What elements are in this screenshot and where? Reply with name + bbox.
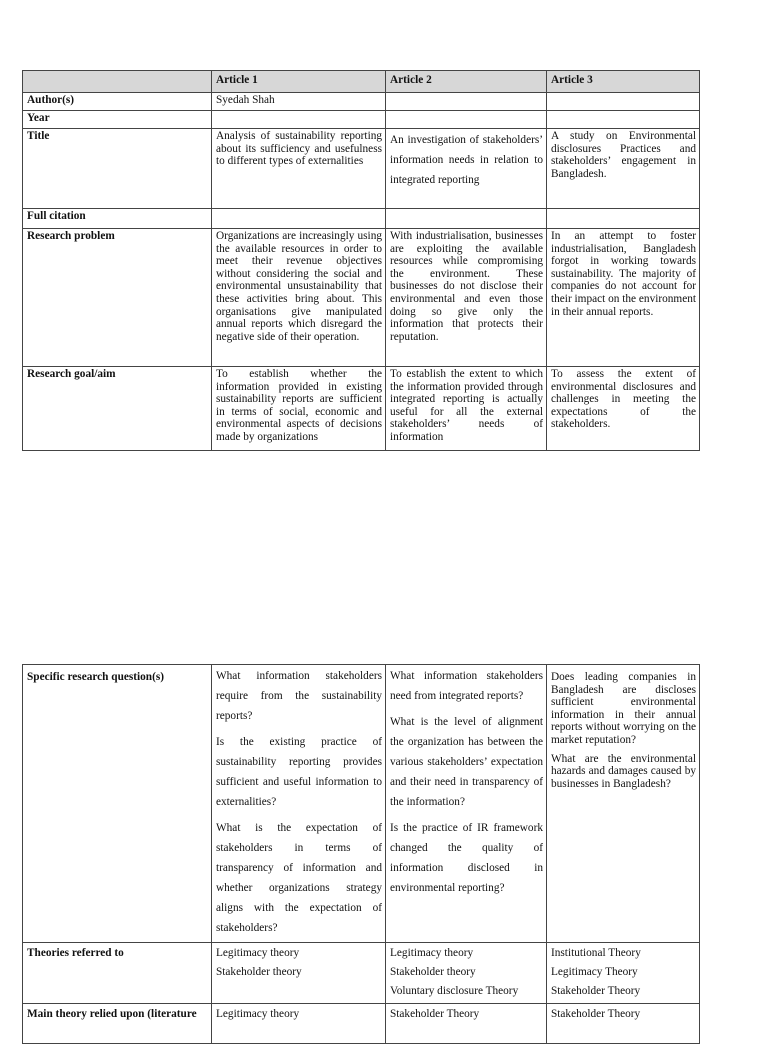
cell-citation-a3 — [547, 209, 700, 229]
row-year — [23, 111, 700, 129]
header-article-2: Article 2 — [386, 71, 547, 93]
row-theories — [23, 943, 700, 1004]
question-item: Is the practice of IR framework changed the quality of information disclosed in environmental reporting? — [390, 822, 543, 894]
cell-author-a2 — [386, 93, 547, 111]
cell-title-a1: Analysis of sustainability reporting about its sufficiency and usefulness to different types of externalities — [212, 129, 386, 209]
row-research-problem — [23, 229, 700, 367]
header-cell-empty — [23, 71, 212, 93]
row-label-research-goal: Research goal/aim — [23, 367, 212, 451]
header-article-3: Article 3 — [547, 71, 700, 93]
cell-title-a2: An investigation of stakeholders’ information needs in relation to integrated reporting — [386, 129, 547, 209]
theory-item: Stakeholder Theory — [551, 985, 641, 997]
cell-goal-a1: To establish whether the information provided in existing sustainability reports are sufficient in terms of social, economic and environmental aspects of decisions made by organizations — [212, 367, 386, 451]
question-item: What is the expectation of stakeholders in terms of transparency of information and whether organizations strategy aligns with the expectation of stakeholders? — [216, 822, 382, 934]
cell-goal-a2: To establish the extent to which the information provided through integrated reporting is actually useful for all the external stakeholders’ needs of information — [386, 367, 547, 451]
theory-item: Legitimacy Theory — [551, 966, 638, 978]
cell-theories-a1 — [212, 943, 386, 1004]
comparison-table-2 — [22, 664, 700, 1044]
theory-item: Stakeholder theory — [216, 966, 302, 978]
cell-main-theory-a3: Stakeholder Theory — [547, 1004, 700, 1044]
cell-questions-a3 — [547, 665, 700, 943]
row-citation — [23, 209, 700, 229]
row-label-research-questions: Specific research question(s) — [23, 665, 212, 943]
row-label-citation: Full citation — [23, 209, 212, 229]
cell-theories-a3 — [547, 943, 700, 1004]
cell-problem-a3: In an attempt to foster industrialisation, Bangladesh forgot in working towards sustainability. The majority of companies do not account for their impact on the environment in their annual reports. — [547, 229, 700, 367]
row-label-theories: Theories referred to — [23, 943, 212, 1004]
cell-year-a3 — [547, 111, 700, 129]
question-item: Is the existing practice of sustainability reporting provides sufficient and useful information to externalities? — [216, 736, 382, 808]
row-label-title: Title — [23, 129, 212, 209]
row-title — [23, 129, 700, 209]
question-item: What information stakeholders need from integrated reports? — [390, 670, 543, 702]
theory-item: Institutional Theory — [551, 947, 641, 959]
question-item: What information stakeholders require from the sustainability reports? — [216, 670, 382, 722]
theory-item: Voluntary disclosure Theory — [390, 985, 519, 997]
cell-goal-a3: To assess the extent of environmental disclosures and challenges in meeting the expectations of the stakeholders. — [547, 367, 700, 451]
cell-problem-a1: Organizations are increasingly using the available resources in order to meet their revenue objectives without considering the social and environmental unsustainability that these activities bring about. This organisations give manipulated annual reports which disregard the negative side of their operation. — [212, 229, 386, 367]
row-label-author: Author(s) — [23, 93, 212, 111]
row-research-questions — [23, 665, 700, 943]
cell-year-a2 — [386, 111, 547, 129]
cell-main-theory-a2: Stakeholder Theory — [386, 1004, 547, 1044]
cell-theories-a2 — [386, 943, 547, 1004]
cell-year-a1 — [212, 111, 386, 129]
cell-author-a1: Syedah Shah — [212, 93, 386, 111]
row-label-research-problem: Research problem — [23, 229, 212, 367]
row-research-goal — [23, 367, 700, 451]
cell-problem-a2: With industrialisation, businesses are exploiting the available resources while compromising the environment. These businesses do not disclose their environmental and even those doing so give only the information that protects their reputation. — [386, 229, 547, 367]
question-item: What is the level of alignment the organization has between the various stakeholders’ expectation and their need in transparency of the information? — [390, 716, 543, 808]
cell-questions-a2 — [386, 665, 547, 943]
question-item: What are the environmental hazards and damages caused by businesses in Bangladesh? — [551, 752, 696, 790]
cell-citation-a2 — [386, 209, 547, 229]
header-row — [23, 71, 700, 93]
cell-main-theory-a1: Legitimacy theory — [212, 1004, 386, 1044]
cell-author-a3 — [547, 93, 700, 111]
cell-title-a3: A study on Environmental disclosures Practices and stakeholders’ engagement in Bangladesh. — [547, 129, 700, 209]
comparison-table-1 — [22, 70, 700, 451]
row-label-main-theory: Main theory relied upon (literature — [23, 1004, 212, 1044]
theory-item: Stakeholder theory — [390, 966, 476, 978]
cell-citation-a1 — [212, 209, 386, 229]
row-author — [23, 93, 700, 111]
header-article-1: Article 1 — [212, 71, 386, 93]
question-item: Does leading companies in Bangladesh are discloses sufficient environmental information in their annual reports without worrying on the market reputation? — [551, 671, 696, 746]
theory-item: Legitimacy theory — [216, 947, 300, 959]
cell-questions-a1 — [212, 665, 386, 943]
row-label-year: Year — [23, 111, 212, 129]
theory-item: Legitimacy theory — [390, 947, 474, 959]
